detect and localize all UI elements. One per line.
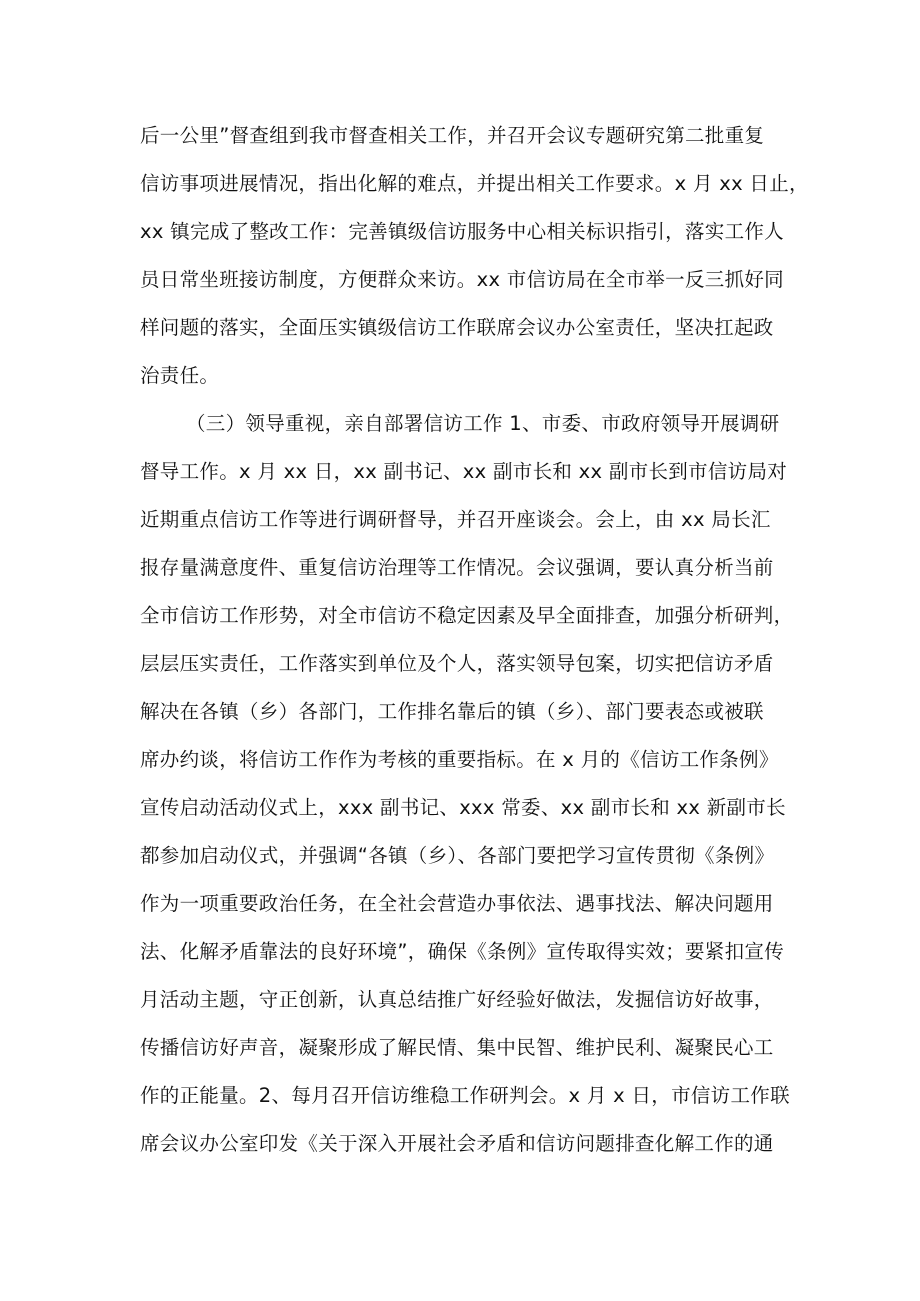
text-line: 席会议办公室印发《关于深入开展社会矛盾和信访问题排查化解工作的通 [140,1132,774,1155]
text-line: 解决在各镇（乡）各部门，工作排名靠后的镇（乡）、部门要表态或被联 [140,700,764,723]
text-line: 全市信访工作形势，对全市信访不稳定因素及早全面排查，加强分析研判， [140,604,794,627]
text-line: 样问题的落实，全面压实镇级信访工作联席会议办公室责任，坚决扛起政 [140,316,774,339]
section-heading-line: （三）领导重视，亲自部署信访工作 1、市委、市政府领导开展调研 [186,412,780,435]
text-line: 近期重点信访工作等进行调研督导，并召开座谈会。会上，由 xx 局长汇 [140,508,771,531]
text-line: 作的正能量。2、每月召开信访维稳工作研判会。x 月 x 日，市信访工作联 [140,1084,790,1107]
text-line: 治责任。 [140,364,220,387]
text-line: 后一公里”督查组到我市督查相关工作，并召开会议专题研究第二批重复 [140,124,765,147]
text-line: 报存量满意度件、重复信访治理等工作情况。会议强调，要认真分析当前 [140,556,774,579]
text-line: 员日常坐班接访制度，方便群众来访。xx 市信访局在全市举一反三抓好同 [140,268,784,291]
text-line: 信访事项进展情况，指出化解的难点，并提出相关工作要求。x 月 xx 日止， [140,172,809,195]
text-line: 作为一项重要政治任务，在全社会营造办事依法、遇事找法、解决问题用 [140,892,774,915]
text-line: xx 镇完成了整改工作：完善镇级信访服务中心相关标识指引，落实工作人 [140,220,784,243]
text-line: 宣传启动活动仪式上，xxx 副书记、xxx 常委、xx 副市长和 xx 新副市长 [140,796,786,819]
text-line: 督导工作。x 月 xx 日，xx 副书记、xx 副市长和 xx 副市长到市信访局对 [140,460,788,483]
text-line: 席办约谈，将信访工作作为考核的重要指标。在 x 月的《信访工作条例》 [140,748,779,771]
text-line: 法、化解矛盾靠法的良好环境”，确保《条例》宣传取得实效；要紧扣宣传 [140,940,785,963]
text-line: 层层压实责任，工作落实到单位及个人，落实领导包案，切实把信访矛盾 [140,652,774,675]
text-line: 月活动主题，守正创新，认真总结推广好经验好做法，发掘信访好故事， [140,988,774,1011]
text-line: 传播信访好声音，凝聚形成了解民情、集中民智、维护民利、凝聚民心工 [140,1036,774,1059]
text-line: 都参加启动仪式，并强调“各镇（乡）、各部门要把学习宣传贯彻《条例》 [140,844,775,867]
